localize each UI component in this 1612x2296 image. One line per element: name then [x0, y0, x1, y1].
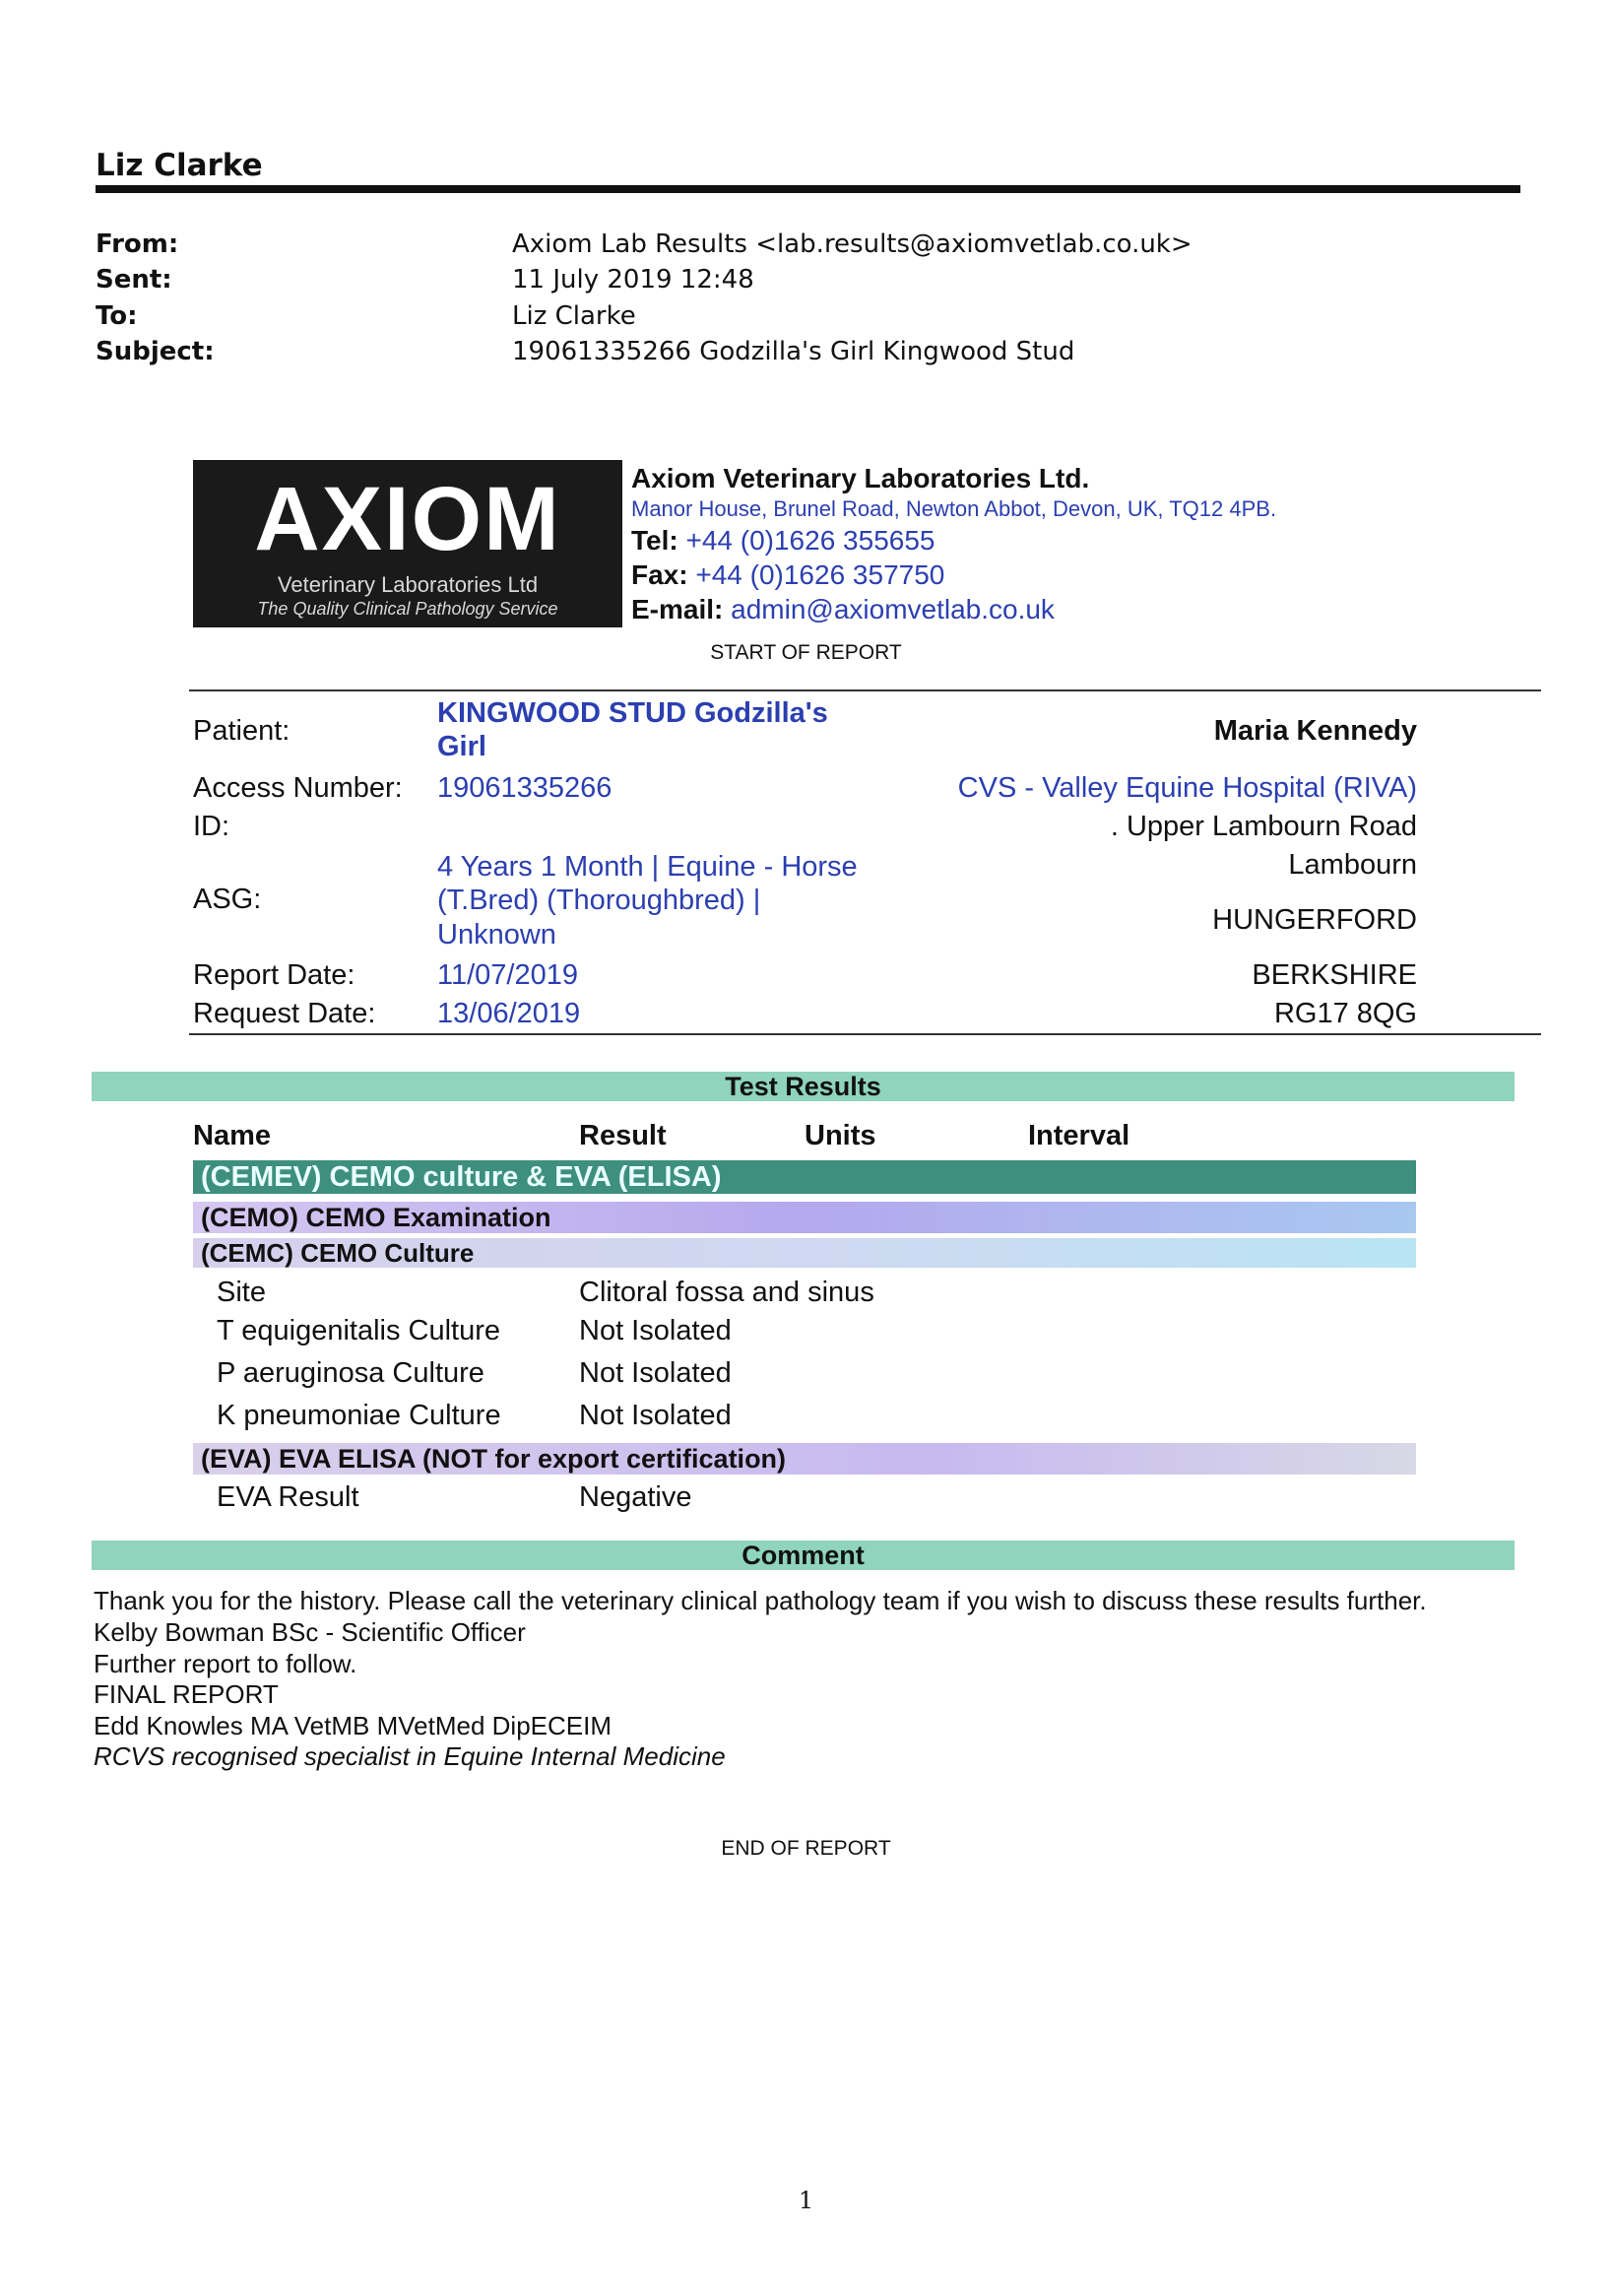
report-date-value: 11/07/2019 [437, 959, 578, 991]
subject-label: Subject: [96, 337, 215, 366]
start-of-report: START OF REPORT [710, 641, 902, 664]
asg-line1: 4 Years 1 Month | Equine - Horse [437, 851, 858, 883]
col-header-result: Result [579, 1120, 667, 1151]
clinic-city: HUNGERFORD [1212, 904, 1417, 936]
tel-label: Tel: [631, 525, 678, 556]
result-name-p-aeruginosa: P aeruginosa Culture [217, 1357, 484, 1389]
lab-email [631, 594, 1055, 625]
to-value: Liz Clarke [512, 301, 636, 331]
report-date-label: Report Date: [193, 959, 355, 991]
logo-wordmark: AXIOM [254, 469, 561, 569]
axiom-logo [193, 460, 622, 627]
from-value: Axiom Lab Results <lab.results@axiomvetlab.co.uk> [512, 230, 1193, 259]
comment-band: Comment [92, 1541, 1515, 1570]
comment-line-3: Further report to follow. [94, 1649, 357, 1678]
clinic-town: Lambourn [1288, 849, 1417, 881]
eva-header: (EVA) EVA ELISA (NOT for export certification) [193, 1443, 1416, 1475]
vet-name: Maria Kennedy [1213, 715, 1417, 747]
sent-value: 11 July 2019 12:48 [512, 265, 754, 295]
comment-line-4: FINAL REPORT [94, 1679, 279, 1709]
fax-label: Fax: [631, 559, 688, 590]
signature-note: RCVS recognised specialist in Equine Internal Medicine [94, 1741, 726, 1771]
patient-name-line2: Girl [437, 731, 486, 762]
patient-name-line1: KINGWOOD STUD Godzilla's [437, 697, 828, 729]
logo-subtitle: Veterinary Laboratories Ltd [277, 572, 539, 597]
practice-name: CVS - Valley Equine Hospital (RIVA) [957, 772, 1417, 804]
result-value-p-aeruginosa: Not Isolated [579, 1357, 732, 1389]
result-value-eva: Negative [579, 1481, 692, 1513]
col-header-interval: Interval [1028, 1120, 1130, 1151]
lab-address: Manor House, Brunel Road, Newton Abbot, Devon, UK, TQ12 4PB. [631, 496, 1277, 521]
lab-fax [631, 559, 944, 591]
asg-line3: Unknown [437, 919, 556, 951]
tel-value: +44 (0)1626 355655 [685, 525, 935, 556]
result-name-k-pneumoniae: K pneumoniae Culture [217, 1400, 501, 1431]
comment-line-1: Thank you for the history. Please call the veterinary clinical pathology team if you wish to discuss these results further. [94, 1586, 1427, 1615]
patient-bottom-rule [189, 1033, 1541, 1035]
comment-line-5: Edd Knowles MA VetMB MVetMed DipECEIM [94, 1711, 612, 1740]
asg-line2: (T.Bred) (Thoroughbred) | [437, 885, 761, 916]
access-number-label: Access Number: [193, 772, 403, 804]
patient-top-rule [189, 689, 1541, 691]
test-results-band: Test Results [92, 1072, 1515, 1101]
clinic-county: BERKSHIRE [1252, 959, 1417, 991]
to-label: To: [96, 301, 138, 331]
col-header-units: Units [805, 1120, 876, 1151]
result-name-site: Site [217, 1277, 266, 1308]
col-header-name: Name [193, 1120, 271, 1151]
subject-value: 19061335266 Godzilla's Girl Kingwood Stud [512, 337, 1075, 366]
page-number: 1 [798, 2187, 814, 2214]
email-sender-name: Liz Clarke [96, 148, 263, 183]
clinic-postcode: RG17 8QG [1273, 998, 1417, 1029]
result-name-eva: EVA Result [217, 1481, 359, 1513]
request-date-value: 13/06/2019 [437, 998, 581, 1029]
panel-header: (CEMEV) CEMO culture & EVA (ELISA) [193, 1160, 1416, 1194]
patient-label: Patient: [193, 715, 290, 747]
clinic-street: . Upper Lambourn Road [1110, 811, 1417, 842]
exam-header: (CEMO) CEMO Examination [193, 1202, 1416, 1233]
from-label: From: [96, 230, 179, 259]
result-value-k-pneumoniae: Not Isolated [579, 1400, 732, 1431]
request-date-label: Request Date: [193, 998, 376, 1029]
sent-label: Sent: [96, 265, 172, 295]
email-label: E-mail: [631, 594, 724, 624]
result-name-t-equigenitalis: T equigenitalis Culture [217, 1315, 501, 1346]
email-value: admin@axiomvetlab.co.uk [731, 594, 1055, 624]
logo-tagline: The Quality Clinical Pathology Service [257, 599, 558, 619]
email-header-rule [96, 185, 1520, 193]
lab-tel [631, 525, 935, 557]
asg-label: ASG: [193, 884, 262, 915]
end-of-report: END OF REPORT [721, 1837, 891, 1860]
culture-header: (CEMC) CEMO Culture [193, 1238, 1416, 1268]
lab-name: Axiom Veterinary Laboratories Ltd. [631, 463, 1090, 493]
access-number-value: 19061335266 [437, 772, 613, 804]
fax-value: +44 (0)1626 357750 [695, 559, 945, 590]
id-label: ID: [193, 811, 230, 842]
comment-line-2: Kelby Bowman BSc - Scientific Officer [94, 1617, 526, 1647]
result-value-site: Clitoral fossa and sinus [579, 1277, 874, 1308]
result-value-t-equigenitalis: Not Isolated [579, 1315, 732, 1346]
